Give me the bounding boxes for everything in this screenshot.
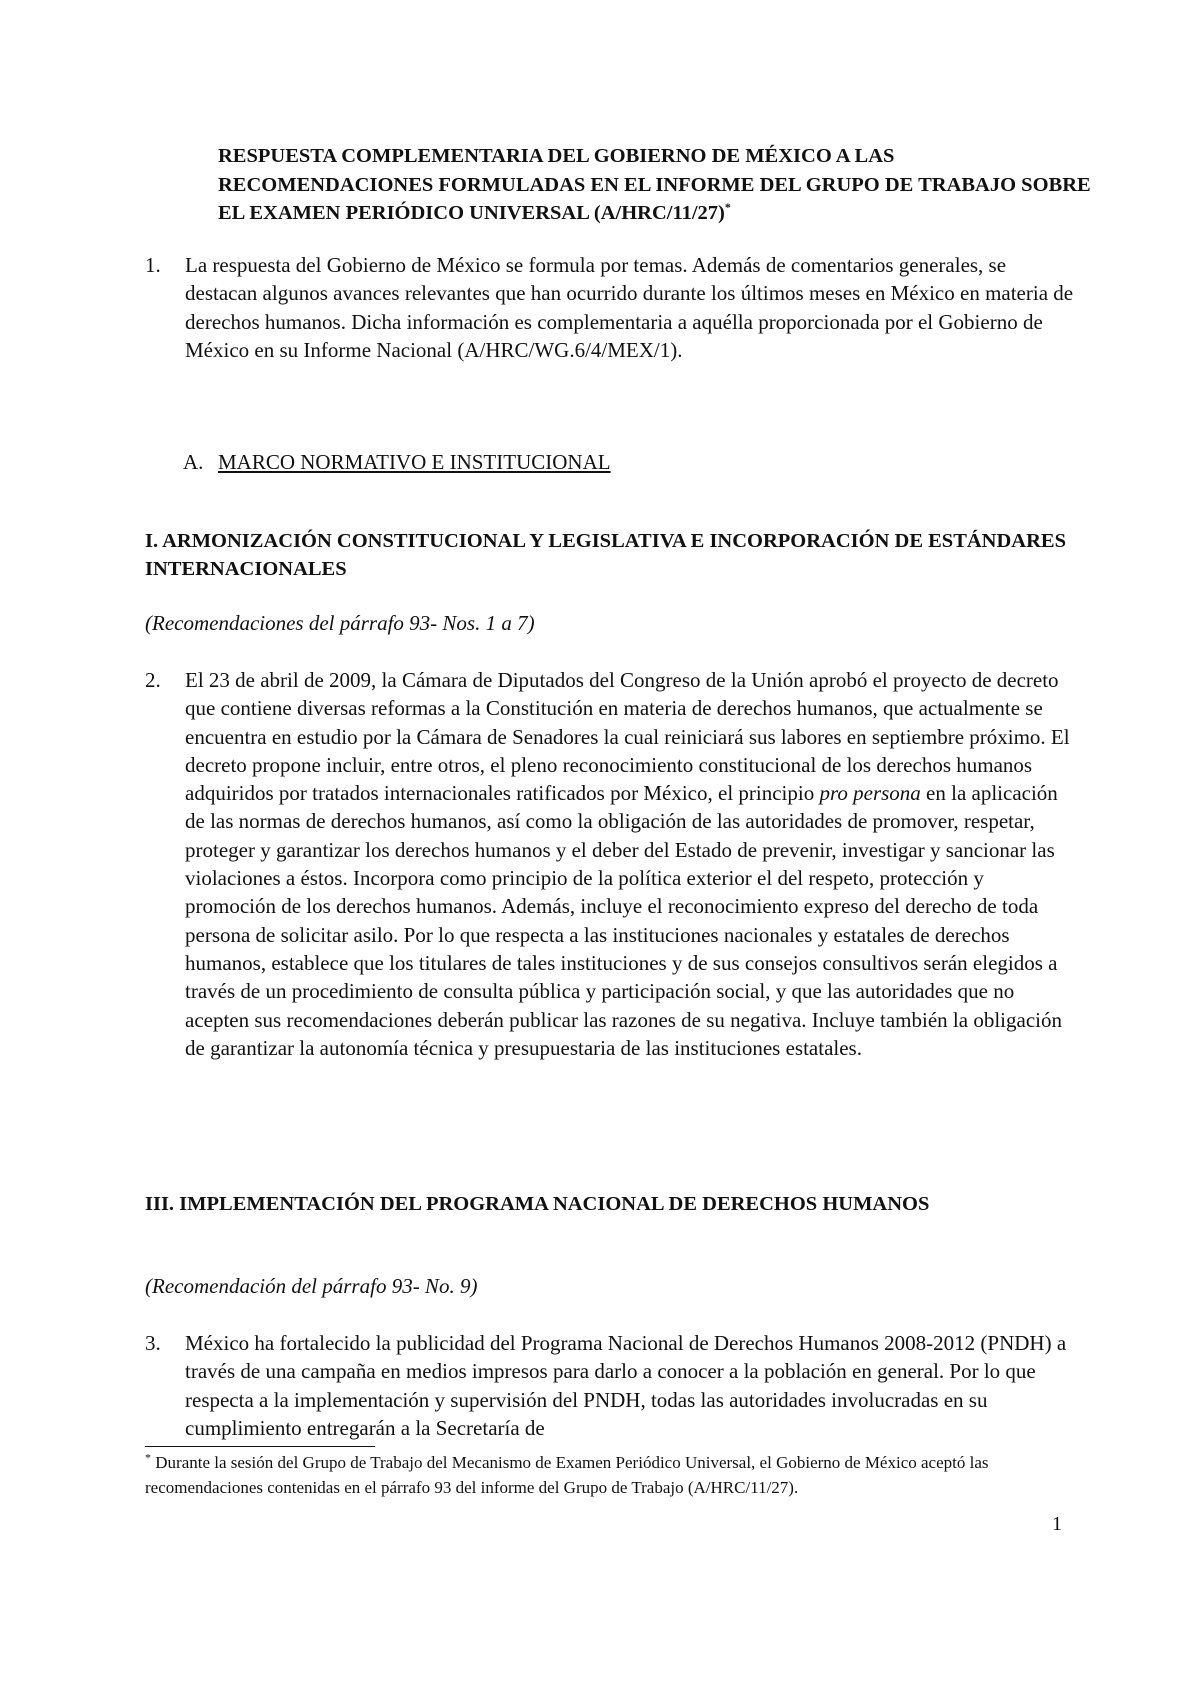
paragraph-number: 1. [145, 253, 161, 277]
paragraph-3 [145, 1329, 1075, 1442]
footnote [145, 1451, 1065, 1500]
section-letter: A. [183, 450, 204, 474]
heading-implementacion: III. IMPLEMENTACIÓN DEL PROGRAMA NACIONAL DE DERECHOS HUMANOS [145, 1193, 930, 1215]
section-title: MARCO NORMATIVO E INSTITUCIONAL [218, 450, 611, 474]
title-footnote-marker[interactable]: * [724, 200, 731, 215]
recommendation-reference-2: (Recomendación del párrafo 93- No. 9) [145, 1274, 478, 1298]
heading-armonizacion: I. ARMONIZACIÓN CONSTITUCIONAL Y LEGISLATIVA E INCORPORACIÓN DE ESTÁNDARES INTERNACIONALES [145, 530, 1066, 581]
paragraph-number: 3. [145, 1331, 161, 1355]
footnote-marker: * [145, 1450, 151, 1465]
footnote-text: Durante la sesión del Grupo de Trabajo del Mecanismo de Examen Periódico Universal, el Gobierno de México aceptó las recomendaciones contenidas en el párrafo 93 del informe del Grupo de Trabajo (A/HRC/11/27). [145, 1453, 989, 1497]
section-a-heading [183, 448, 611, 476]
paragraph-text: México ha fortalecido la publicidad del Programa Nacional de Derechos Humanos 2008-2012 (PNDH) a través de una campaña en medios impresos para darlo a conocer a la población en general. Por lo que respecta a la implementación y supervisión del PNDH, todas las autoridades involucradas en su cumplimiento entregarán a la Secretaría de [185, 1331, 1067, 1440]
emphasis-pro-persona: pro persona [819, 781, 921, 806]
paragraph-text: La respuesta del Gobierno de México se formula por temas. Además de comentarios generales, se destacan algunos avances relevantes que han ocurrido durante los últimos meses en México en materia de derechos humanos. Dicha información es complementaria a aquélla proporcionada por el Gobierno de México en su Informe Nacional (A/HRC/WG.6/4/MEX/1). [185, 253, 1074, 362]
footnote-separator [145, 1446, 375, 1447]
paragraph-1 [145, 251, 1075, 364]
paragraph-number: 2. [145, 668, 161, 692]
document-title: RESPUESTA COMPLEMENTARIA DEL GOBIERNO DE MÉXICO A LAS RECOMENDACIONES FORMULADAS EN EL INFORME DEL GRUPO DE TRABAJO SOBRE EL EXAMEN PERIÓDICO UNIVERSAL (A/HRC/11/27)* [218, 145, 1091, 224]
page-number: 1 [1052, 1513, 1062, 1535]
paragraph-2 [145, 666, 1075, 1062]
recommendation-reference-1: (Recomendaciones del párrafo 93- Nos. 1 a 7) [145, 611, 535, 635]
paragraph-text: El 23 de abril de 2009, la Cámara de Diputados del Congreso de la Unión aprobó el proyecto de decreto que contiene diversas reformas a la Constitución en materia de derechos humanos, que actualmente se encuentra en estudio por la Cámara de Senadores la cual reiniciará sus labores en septiembre próximo. El decreto propone incluir, entre otros, el pleno reconocimiento constitucional de los derechos humanos adquiridos por tratados internacionales ratificados por México, el principio pro persona en la aplicación de las normas de derechos humanos, así como la obligación de las autoridades de promover, respetar, proteger y garantizar los derechos humanos y el deber del Estado de prevenir, investigar y sancionar las violaciones a éstos. Incorpora como principio de la política exterior el del respeto, protección y promoción de los derechos humanos. Además, incluye el reconocimiento expreso del derecho de toda persona de solicitar asilo. Por lo que respecta a las instituciones nacionales y estatales de derechos humanos, establece que los titulares de tales instituciones y de sus consejos consultivos serán elegidos a través de un procedimiento de consulta pública y participación social, y que las autoridades que no acepten sus recomendaciones deberán publicar las razones de su negativa. Incluye también la obligación de garantizar la autonomía técnica y presupuestaria de las instituciones estatales. [185, 668, 1070, 1060]
